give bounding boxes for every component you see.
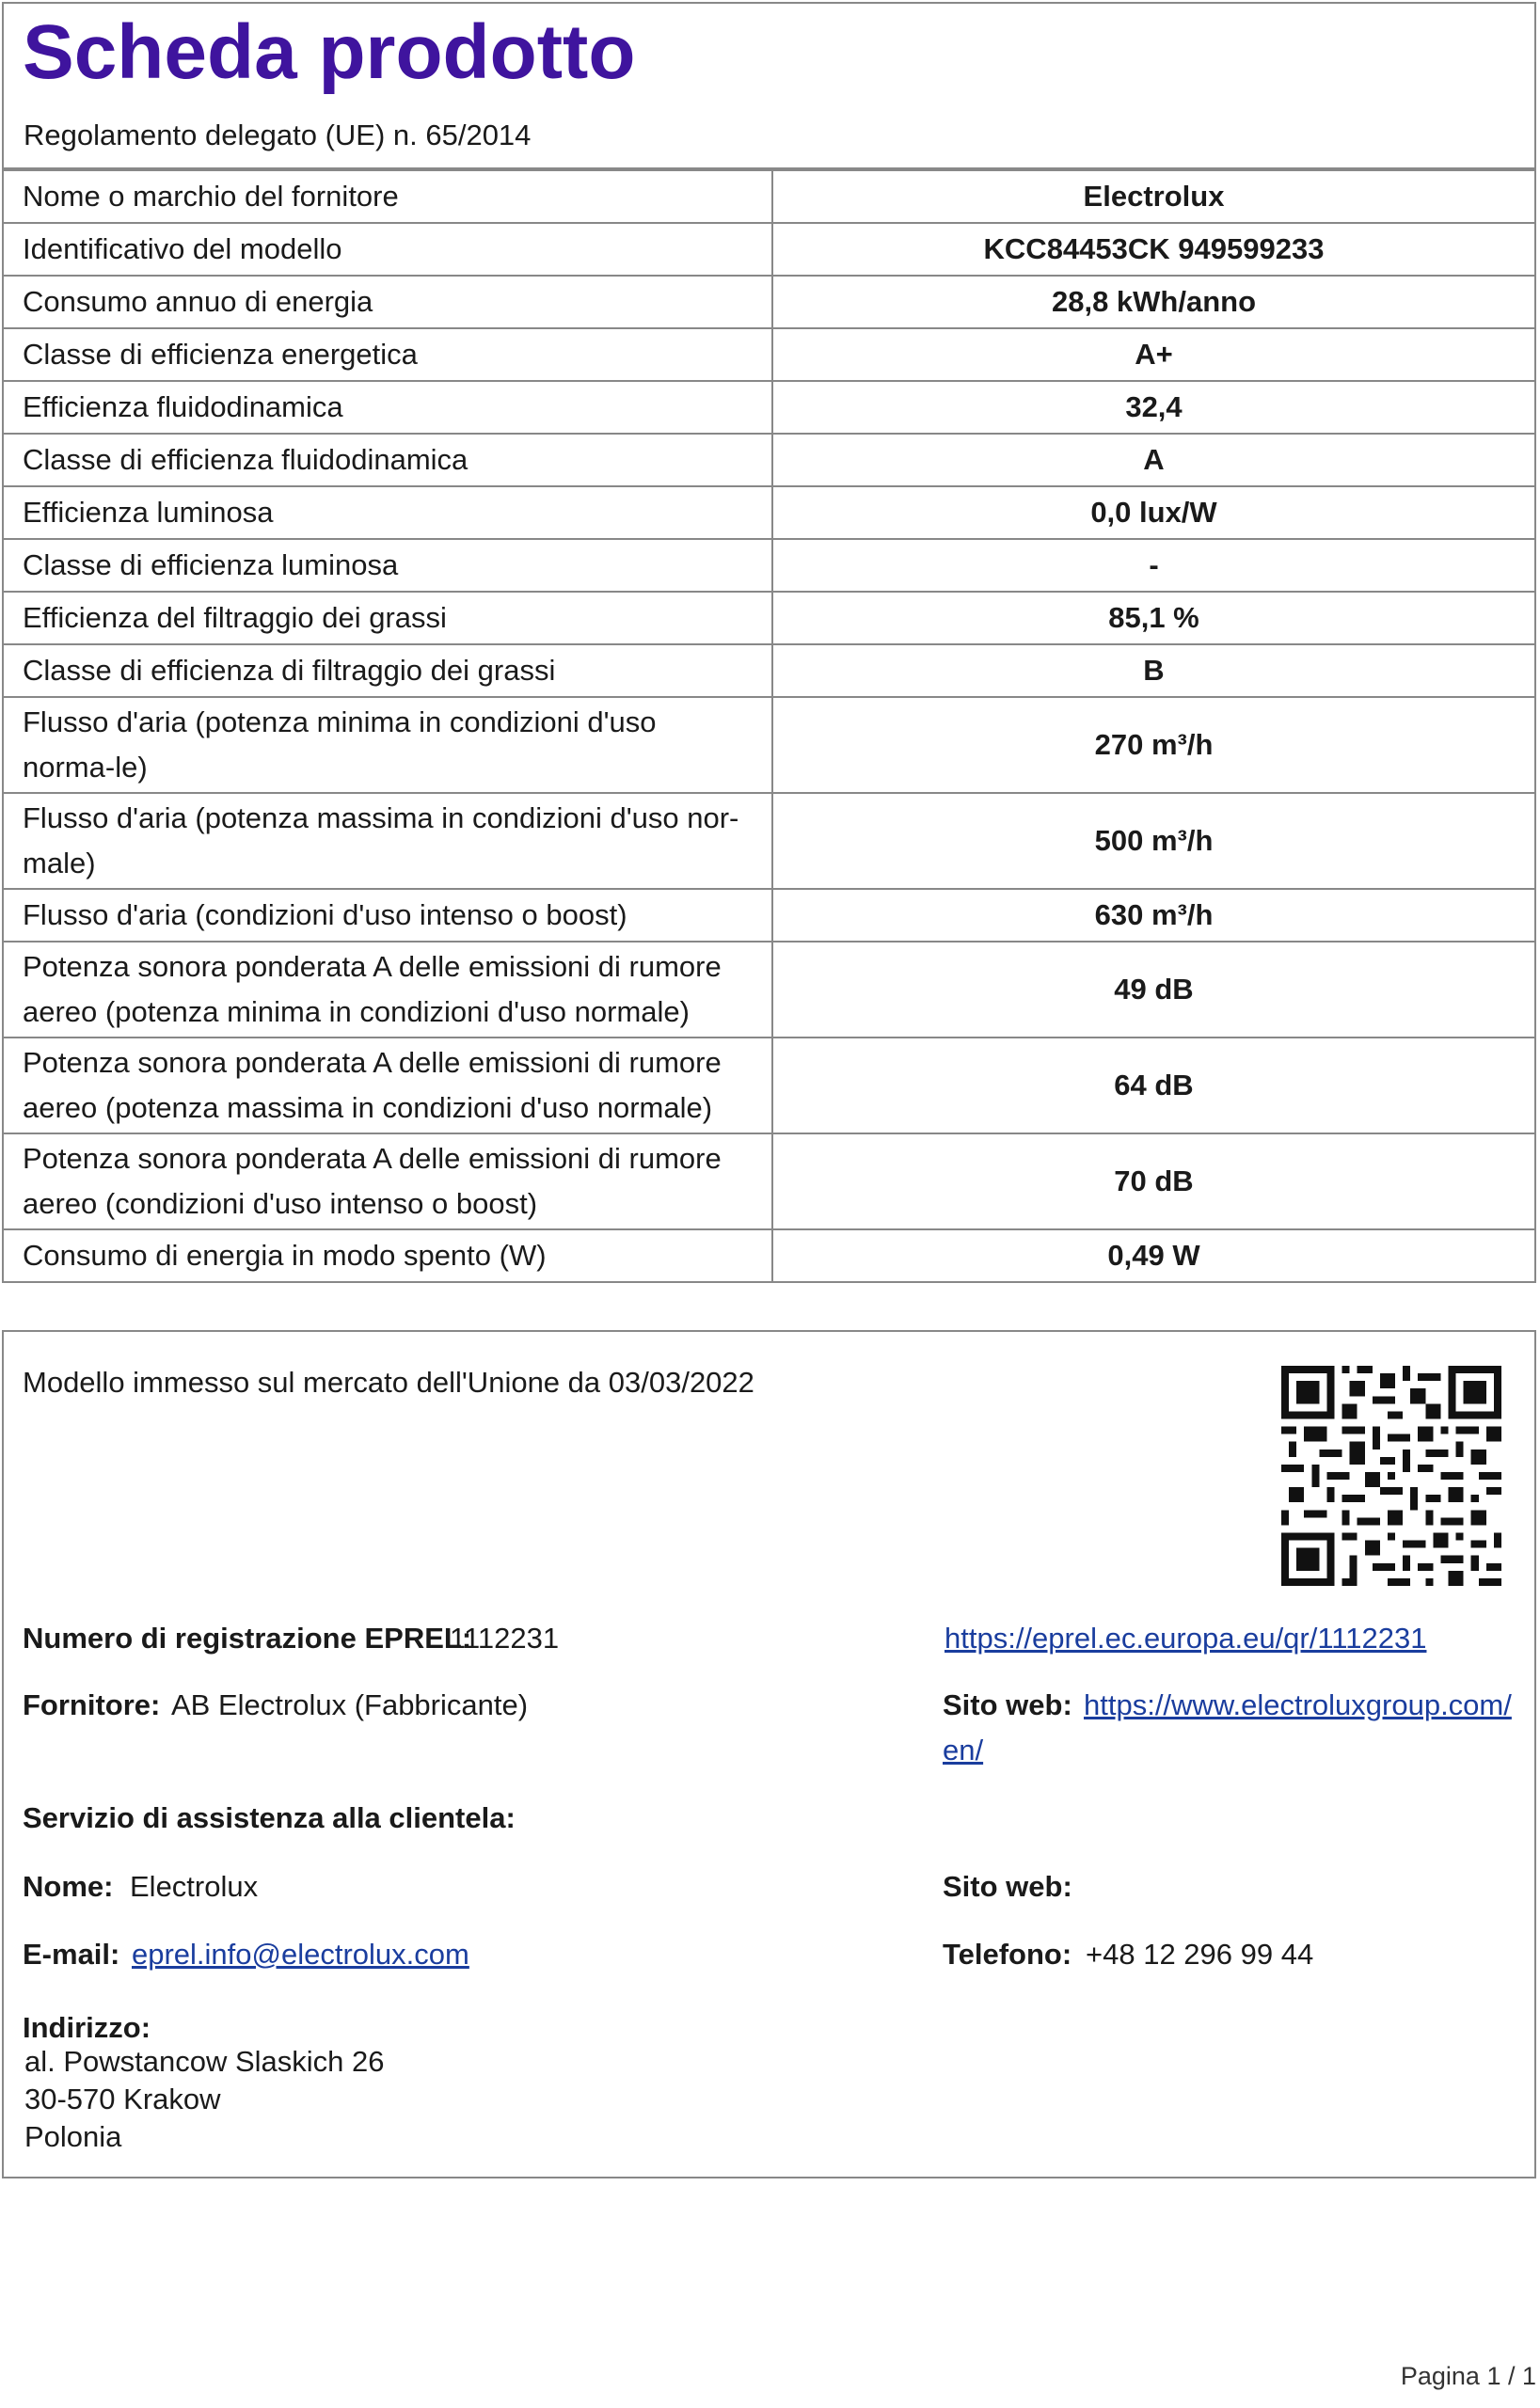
eprel-number: 1112231 <box>450 1622 560 1655</box>
spec-label: Identificativo del modello <box>3 223 772 276</box>
supplier-value: AB Electrolux (Fabbricante) <box>171 1688 529 1721</box>
spec-value: - <box>772 539 1535 592</box>
table-row <box>3 276 1535 328</box>
spec-label: Efficienza luminosa <box>3 486 772 539</box>
table-row <box>3 1133 1535 1229</box>
table-row <box>3 697 1535 793</box>
spec-value: 0,0 lux/W <box>772 486 1535 539</box>
table-row <box>3 1229 1535 1282</box>
table-row <box>3 644 1535 697</box>
address-line-1: al. Powstancow Slaskich 26 <box>24 2045 385 2078</box>
spec-value: 630 m³/h <box>772 889 1535 942</box>
page-title: Scheda prodotto <box>23 9 636 95</box>
spec-value: 49 dB <box>772 942 1535 1038</box>
spec-value: 70 dB <box>772 1133 1535 1229</box>
supplier-label: Fornitore: <box>23 1688 161 1721</box>
info-box <box>2 1330 1536 2178</box>
table-row <box>3 486 1535 539</box>
table-row <box>3 223 1535 276</box>
table-row <box>3 942 1535 1038</box>
address-label: Indirizzo: <box>23 2011 151 2044</box>
spec-value: 270 m³/h <box>772 697 1535 793</box>
customer-service-heading: Servizio di assistenza alla clientela: <box>23 1801 516 1834</box>
spec-label: Flusso d'aria (potenza massima in condizioni d'uso nor-male) <box>3 793 772 889</box>
spec-value: B <box>772 644 1535 697</box>
address-line-3: Polonia <box>24 2120 122 2153</box>
spec-value: KCC84453CK 949599233 <box>772 223 1535 276</box>
supplier-website-label: Sito web: <box>943 1688 1072 1721</box>
table-row <box>3 170 1535 223</box>
spec-label: Flusso d'aria (potenza minima in condizioni d'uso norma-le) <box>3 697 772 793</box>
supplier-website-link[interactable]: https://www.electroluxgroup.com/ <box>1084 1688 1512 1721</box>
spec-value: 85,1 % <box>772 592 1535 644</box>
spec-value: A <box>772 434 1535 486</box>
table-row <box>3 381 1535 434</box>
table-row <box>3 1038 1535 1133</box>
table-row <box>3 434 1535 486</box>
eprel-label: Numero di registrazione EPREL: <box>23 1622 472 1655</box>
spec-label: Classe di efficienza fluidodinamica <box>3 434 772 486</box>
eprel-link[interactable]: https://eprel.ec.europa.eu/qr/1112231 <box>945 1622 1427 1655</box>
spec-value: 64 dB <box>772 1038 1535 1133</box>
spec-label: Classe di efficienza di filtraggio dei grassi <box>3 644 772 697</box>
market-date-text: Modello immesso sul mercato dell'Unione da 03/03/2022 <box>23 1366 754 1399</box>
supplier-website-link-cont[interactable]: en/ <box>943 1734 984 1766</box>
phone-value: +48 12 296 99 44 <box>1086 1938 1314 1971</box>
service-website-label: Sito web: <box>943 1870 1072 1903</box>
spec-label: Consumo di energia in modo spento (W) <box>3 1229 772 1282</box>
table-row <box>3 328 1535 381</box>
table-row <box>3 793 1535 889</box>
spec-value: 500 m³/h <box>772 793 1535 889</box>
regulation-reference: Regolamento delegato (UE) n. 65/2014 <box>24 119 532 151</box>
email-link[interactable]: eprel.info@electrolux.com <box>132 1938 469 1971</box>
header-box <box>2 2 1536 169</box>
table-row <box>3 889 1535 942</box>
spec-label: Classe di efficienza luminosa <box>3 539 772 592</box>
spec-value: A+ <box>772 328 1535 381</box>
spec-label: Nome o marchio del fornitore <box>3 170 772 223</box>
spec-value: 32,4 <box>772 381 1535 434</box>
spec-label: Efficienza fluidodinamica <box>3 381 772 434</box>
spec-label: Potenza sonora ponderata A delle emissioni di rumore aereo (potenza minima in condizioni d'uso normale) <box>3 942 772 1038</box>
spec-value: Electrolux <box>772 170 1535 223</box>
spec-label: Classe di efficienza energetica <box>3 328 772 381</box>
page-number: Pagina 1 / 1 <box>1400 2362 1536 2390</box>
spec-label: Potenza sonora ponderata A delle emissioni di rumore aereo (potenza massima in condizioni d'uso normale) <box>3 1038 772 1133</box>
service-name-value: Electrolux <box>130 1870 259 1903</box>
spec-label: Potenza sonora ponderata A delle emissioni di rumore aereo (condizioni d'uso intenso o boost) <box>3 1133 772 1229</box>
phone-label: Telefono: <box>943 1938 1072 1971</box>
service-name-label: Nome: <box>23 1870 114 1903</box>
spec-label: Consumo annuo di energia <box>3 276 772 328</box>
spec-value: 0,49 W <box>772 1229 1535 1282</box>
table-row <box>3 539 1535 592</box>
spec-value: 28,8 kWh/anno <box>772 276 1535 328</box>
table-row <box>3 592 1535 644</box>
spec-label: Efficienza del filtraggio dei grassi <box>3 592 772 644</box>
spec-label: Flusso d'aria (condizioni d'uso intenso o boost) <box>3 889 772 942</box>
qr-code-icon <box>1281 1366 1501 1586</box>
spec-table <box>2 169 1536 1283</box>
email-label: E-mail: <box>23 1938 120 1971</box>
address-line-2: 30-570 Krakow <box>24 2083 221 2115</box>
